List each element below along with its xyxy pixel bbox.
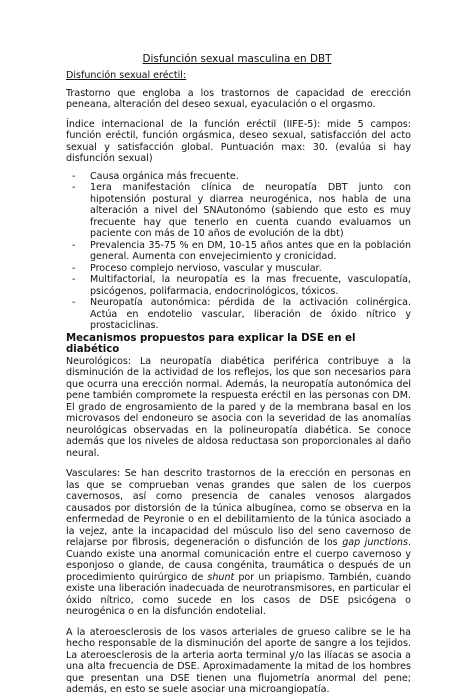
vascular-text-3: por un priapismo. También, cuando existe una liberación inadecuada de neurotransmisores, en particular el óxido nítrico, como sucede en los casos de DSE psicógena o neurogénica o en la disfunción endotelial.	[66, 571, 411, 617]
neurological-paragraph: Neurológicos: La neuropatía diabética periférica contribuye a la disminución de la actividad de los reflejos, los que son necesarios para que ocurra una erección normal. Además, la neuropatía autonómica del pene también compromete la respuesta eréctil en las personas con DM. El grado de engrosamiento de la pared y de la membrana basal en los microvasos del endoneuro se asocia con la severidad de las anomalías neurológicas observadas en la polineuropatía diabética. Se conoce además que los niveles de aldosa reductasa son proporcionales al daño neural.	[66, 355, 411, 459]
iief-paragraph: Índice internacional de la función eréctil (IIFE-5): mide 5 campos: función eréctil, función orgásmica, deseo sexual, satisfacción del acto sexual y satisfacción global. Puntuación max: 30. (evalúa si hay disfunción sexual)	[66, 118, 411, 164]
vascular-text-2: . Cuando existe una anormal comunicación entre el cuerpo cavernoso y esponjoso o glande, de causa congénita, traumática o después de un procedimiento quirúrgico de	[66, 537, 411, 583]
bullet-item: - Neuropatía autonómica: pérdida de la activación colinérgica. Actúa en endotelio vascular, liberación de óxido nítrico y prostaciclinas.	[66, 297, 411, 332]
vascular-text-1: Vasculares: Se han descrito trastornos de la erección en personas en las que se comprueban venas grandes que salen de los cuerpos cavernosos, así como presencia de canales venosos alargados causados por distorsión de la túnica albugínea, como se observa en la enfermedad de Peyronie o en el debilitamiento de la túnica asociado a la vejez, ante la incapacidad del músculo liso del seno cavernoso de relajarse por fibrosis, degeneración o disfunción de los	[66, 468, 411, 548]
section-subtitle	[66, 70, 411, 82]
intro-paragraph: Trastorno que engloba a los trastornos de capacidad de erección peneana, alteración del deseo sexual, eyaculación o el orgasmo.	[66, 87, 411, 110]
bullet-item: - Proceso complejo nervioso, vascular y muscular.	[66, 263, 411, 275]
document-title: Disfunción sexual masculina en DBT	[142, 53, 332, 65]
vascular-emphasis-gap-junctions: gap junctions	[342, 537, 408, 548]
bullet-item: - 1era manifestación clínica de neuropatía DBT junto con hipotensión postural y diarrea neurogénica, nos habla de una alteración a nivel del SNAutonómo (sabiendo que esto es muy frecuente hay que tenerlo en cuenta cuando evaluamos un paciente con más de 10 años de evolución de la dbt)	[66, 182, 411, 240]
bullet-item: - Prevalencia 35-75 % en DM, 10-15 años antes que en la población general. Aumenta con envejecimiento y cronicidad.	[66, 240, 411, 263]
mechanisms-heading: Mecanismos propuestos para explicar la DSE en el diabético	[66, 332, 356, 355]
section-subtitle-colon: :	[182, 70, 187, 81]
atherosclerosis-paragraph: A la ateroesclerosis de los vasos arteriales de grueso calibre se le ha hecho responsable de la disminución del aporte de sangre a los tejidos. La ateroesclerosis de la arteria aorta terminal y/o las ilíacas se asocia a una alta frecuencia de DSE. Aproximadamente la mitad de los hombres que presentan una DSE tienen una flujometría anormal del pene; además, en esto se suele asociar una microangiopatía.	[66, 626, 411, 695]
bullet-item: - Causa orgánica más frecuente.	[66, 171, 411, 183]
bullet-item: - Multifactorial, la neuropatía es la mas frecuente, vasculopatía, psicógenos, polifarmacia, endocrinológicos, tóxicos.	[66, 274, 411, 297]
bullet-list	[66, 171, 411, 332]
vascular-paragraph	[66, 468, 411, 618]
vascular-emphasis-shunt: shunt	[207, 571, 235, 583]
section-subtitle-text: Disfunción sexual eréctil	[66, 70, 183, 81]
document-body	[66, 70, 411, 696]
